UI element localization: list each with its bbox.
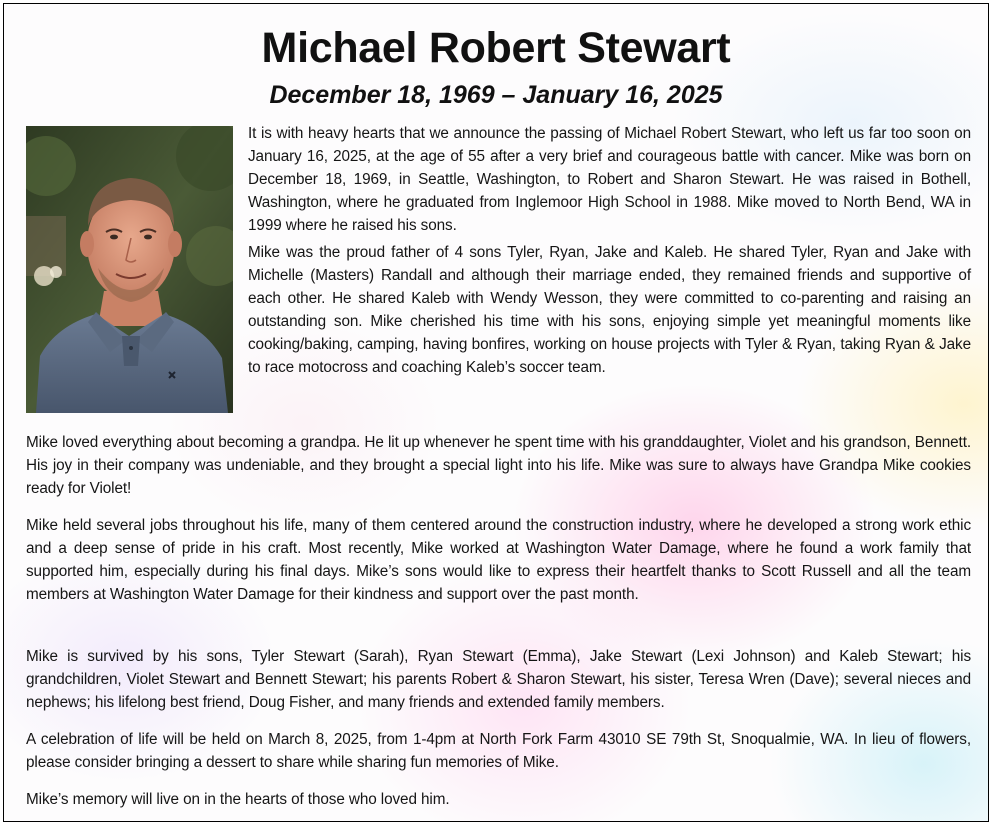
paragraph-grandpa: Mike loved everything about becoming a grandpa. He lit up whenever he spent time with his granddaughter, Violet and his grandson, Bennett. His joy in their company was undeniable, and they brought a special light into his life. Mike was sure to always have Grandpa Mike cookies ready for Violet!: [26, 434, 971, 497]
paragraph-family: Mike was the proud father of 4 sons Tyler, Ryan, Jake and Kaleb. He shared Tyler, Ryan and Jake with Michelle (Masters) Randall and although their marriage ended, they remained friends and supportive of each other. He shared Kaleb with Wendy Wesson, they were committed to co-parenting and raising an outstanding son. Mike cherished his time with his sons, enjoying simple yet meaningful moments like cooking/baking, camping, having bonfires, working on house projects with Tyler & Ryan, taking Ryan & Jake to race motocross and coaching Kaleb’s soccer team.: [248, 244, 971, 376]
paragraph-celebration: A celebration of life will be held on March 8, 2025, from 1-4pm at North Fork Farm 43010 SE 79th St, Snoqualmie, WA. In lieu of flowers, please consider bringing a dessert to share while sharing fun memories of Mike.: [26, 731, 971, 771]
paragraph-survived-by: Mike is survived by his sons, Tyler Stewart (Sarah), Ryan Stewart (Emma), Jake Stewart (Lexi Johnson) and Kaleb Stewart; his grandchildren, Violet Stewart and Bennett Stewart; his parents Robert & Sharon Stewart, his sister, Teresa Wren (Dave); several nieces and nephews; his lifelong best friend, Doug Fisher, and many friends and extended family members.: [26, 648, 971, 711]
portrait-photo: [26, 126, 233, 413]
paragraph-intro: It is with heavy hearts that we announce the passing of Michael Robert Stewart, who left us far too soon on January 16, 2025, at the age of 55 after a very brief and courageous battle with cancer. Mike was born on December 18, 1969, in Seattle, Washington, to Robert and Sharon Stewart. He was raised in Bothell, Washington, where he graduated from Inglemoor High School in 1988. Mike moved to North Bend, WA in 1999 where he raised his sons.: [248, 125, 971, 234]
paragraph-career: Mike held several jobs throughout his life, many of them centered around the construction industry, where he developed a strong work ethic and a deep sense of pride in his craft. Most recently, Mike worked at Washington Water Damage, where he found a work family that supported him, especially during his final days. Mike’s sons would like to express their heartfelt thanks to Scott Russell and all the team members at Washington Water Damage for their kindness and support over the past month.: [26, 517, 971, 603]
obituary-dates: December 18, 1969 – January 16, 2025: [269, 81, 723, 109]
obituary-name: Michael Robert Stewart: [261, 24, 731, 72]
obituary-intro-column: [248, 122, 971, 379]
obituary-page: [3, 3, 989, 822]
paragraph-closing: Mike’s memory will live on in the hearts of those who loved him.: [26, 791, 450, 808]
